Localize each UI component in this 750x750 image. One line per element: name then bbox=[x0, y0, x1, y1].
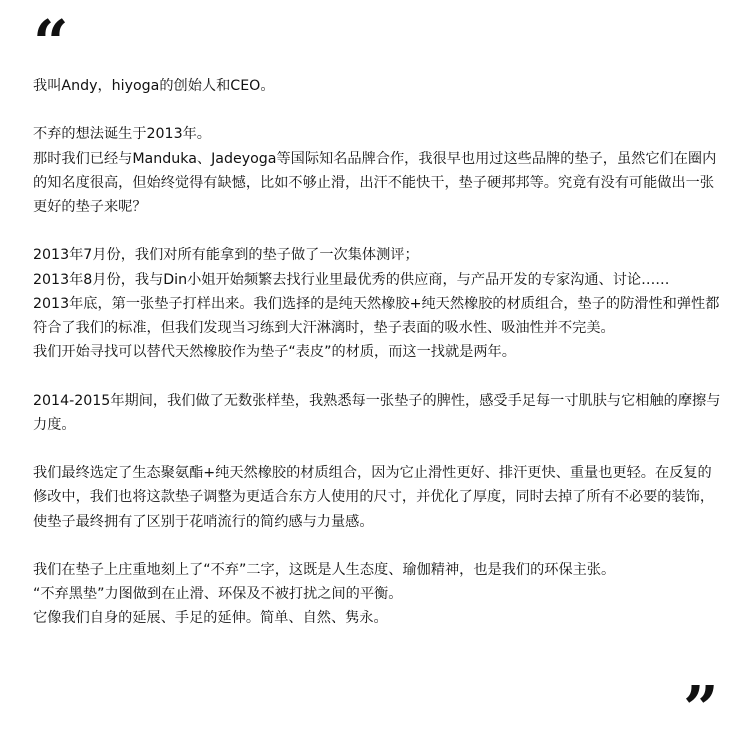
paragraph-gap bbox=[33, 534, 723, 558]
paragraph-gap bbox=[33, 98, 723, 122]
material-paragraph: 我们最终选定了生态聚氨酯+纯天然橡胶的材质组合，因为它止滑性更好、排汗更快、重量也更轻。在反复的修改中，我们也将这款垫子调整为更适合东方人使用的尺寸，并优化了厚度，同时去掉了所有不必要的装饰，使垫子最终拥有了区别于花哨流行的简约感与力量感。 bbox=[33, 465, 715, 530]
paragraph-gap bbox=[33, 219, 723, 243]
closing-line-1: 我们在垫子上庄重地刻上了“不弃”二字，这既是人生态度、瑜伽精神，也是我们的环保主张。 bbox=[33, 561, 616, 578]
timeline-search: 我们开始寻找可以替代天然橡胶作为垫子“表皮”的材质，而这一找就是两年。 bbox=[33, 344, 516, 361]
article-body bbox=[33, 74, 723, 631]
origin-line: 不弃的想法诞生于2013年。 bbox=[33, 126, 211, 143]
timeline-august: 2013年8月份，我与Din小姐开始频繁去找行业里最优秀的供应商，与产品开发的专家沟通、讨论…… bbox=[33, 271, 670, 288]
closing-line-2: “不弃黑垫”力图做到在止滑、环保及不被打扰之间的平衡。 bbox=[33, 586, 403, 603]
closing-line-3: 它像我们自身的延展、手足的延伸。简单、自然、隽永。 bbox=[33, 610, 388, 627]
timeline-year-end: 2013年底，第一张垫子打样出来。我们选择的是纯天然橡胶+纯天然橡胶的材质组合，垫子的防滑性和弹性都符合了我们的标准，但我们发现当习练到大汗淋漓时，垫子表面的吸水性、吸油性并不完美。 bbox=[33, 295, 720, 336]
origin-detail: 那时我们已经与Manduka、Jadeyoga等国际知名品牌合作，我很早也用过这些品牌的垫子，虽然它们在圈内的知名度很高，但始终觉得有缺憾，比如不够止滑，出汗不能快干，垫子硬邦邦等。究竟有没有可能做出一张更好的垫子来呢？ bbox=[33, 150, 717, 215]
paragraph-gap bbox=[33, 364, 723, 388]
timeline-july: 2013年7月份，我们对所有能拿到的垫子做了一次集体测评； bbox=[33, 247, 419, 264]
intro-line: 我叫Andy，hiyoga的创始人和CEO。 bbox=[33, 78, 275, 94]
samples-paragraph: 2014-2015年期间，我们做了无数张样垫，我熟悉每一张垫子的脾性，感受手足每一寸肌肤与它相触的摩擦与力度。 bbox=[33, 392, 721, 433]
close-quote-mark: ” bbox=[683, 672, 719, 745]
paragraph-gap bbox=[33, 437, 723, 461]
open-quote-mark: “ bbox=[33, 6, 69, 79]
